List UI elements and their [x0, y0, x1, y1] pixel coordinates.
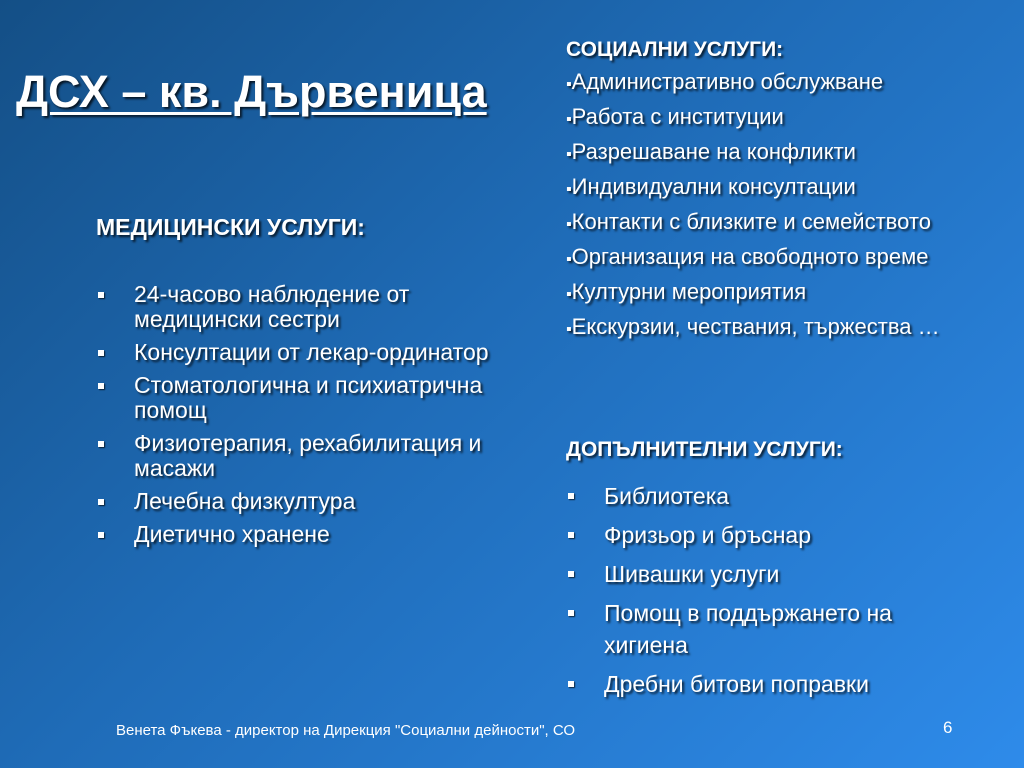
social-services-list [566, 66, 966, 346]
medical-services-list [96, 282, 496, 555]
medical-service-label: Диетично хранене [134, 521, 330, 547]
social-service-item [566, 171, 966, 206]
medical-service-label: 24-часово наблюдение от медицински сестри [134, 281, 410, 332]
medical-service-item [96, 282, 496, 332]
square-bullet-icon [568, 532, 574, 538]
social-service-label: Работа с институции [571, 104, 784, 129]
medical-service-label: Физиотерапия, рехабилитация и масажи [134, 430, 482, 481]
additional-service-label: Дребни битови поправки [604, 671, 869, 697]
medical-service-label: Лечебна физкултура [134, 488, 356, 514]
medical-service-label: Стоматологична и психиатрична помощ [134, 372, 483, 423]
additional-services-heading: ДОПЪЛНИТЕЛНИ УСЛУГИ: [566, 438, 843, 461]
slide-footer: Венета Фъкева - директор на Дирекция "Социални дейности", СО [116, 722, 576, 739]
medical-service-label: Консултации от лекар-ординатор [134, 339, 489, 365]
square-bullet-icon: ▪ [566, 216, 572, 233]
social-service-label: Разрешаване на конфликти [571, 139, 856, 164]
social-service-label: Екскурзии, чествания, тържества … [571, 314, 940, 339]
social-service-label: Културни мероприятия [571, 279, 807, 304]
square-bullet-icon [568, 610, 574, 616]
social-service-item [566, 136, 966, 171]
square-bullet-icon: ▪ [566, 146, 572, 163]
additional-service-item [566, 519, 966, 551]
additional-service-label: Фризьор и бръснар [604, 522, 811, 548]
medical-service-item [96, 373, 496, 423]
square-bullet-icon: ▪ [566, 286, 572, 303]
slide-title: ДСХ – кв. Дървеница [16, 66, 487, 117]
square-bullet-icon [568, 493, 574, 499]
additional-service-label: Помощ в поддържането на хигиена [604, 600, 892, 658]
social-service-item [566, 241, 966, 276]
additional-service-item [566, 558, 966, 590]
square-bullet-icon [568, 571, 574, 577]
medical-service-item [96, 522, 496, 547]
social-service-label: Контакти с близките и семейството [571, 209, 931, 234]
additional-service-label: Библиотека [604, 483, 730, 509]
social-service-label: Индивидуални консултации [571, 174, 856, 199]
medical-service-item [96, 431, 496, 481]
square-bullet-icon: ▪ [566, 111, 572, 128]
square-bullet-icon [98, 292, 104, 298]
additional-service-item [566, 597, 966, 661]
additional-services-list [566, 480, 966, 707]
social-service-item [566, 206, 966, 241]
square-bullet-icon: ▪ [566, 251, 572, 268]
social-service-item [566, 66, 966, 101]
square-bullet-icon [98, 383, 104, 389]
square-bullet-icon [98, 350, 104, 356]
social-service-label: Административно обслужване [571, 69, 884, 94]
square-bullet-icon [98, 441, 104, 447]
medical-service-item [96, 340, 496, 365]
square-bullet-icon [568, 681, 574, 687]
social-service-item [566, 101, 966, 136]
square-bullet-icon: ▪ [566, 321, 572, 338]
square-bullet-icon: ▪ [566, 181, 572, 198]
square-bullet-icon: ▪ [566, 76, 572, 93]
social-service-label: Организация на свободното време [571, 244, 929, 269]
medical-services-heading: МЕДИЦИНСКИ УСЛУГИ: [96, 214, 365, 240]
social-service-item [566, 311, 966, 346]
social-services-heading: СОЦИАЛНИ УСЛУГИ: [566, 38, 784, 61]
additional-service-item [566, 480, 966, 512]
additional-service-item [566, 668, 966, 700]
additional-service-label: Шивашки услуги [604, 561, 780, 587]
social-service-item [566, 276, 966, 311]
square-bullet-icon [98, 499, 104, 505]
page-number: 6 [943, 718, 953, 737]
square-bullet-icon [98, 532, 104, 538]
medical-service-item [96, 489, 496, 514]
